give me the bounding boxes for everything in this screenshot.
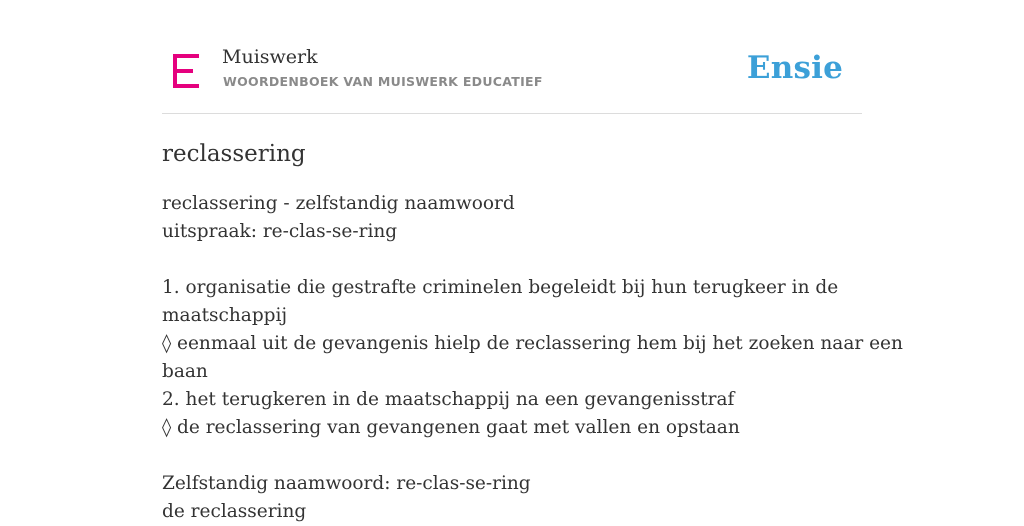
blank-line (162, 246, 862, 274)
definition-line: de reclassering (162, 501, 307, 522)
definition-line: uitspraak: re-clas-se-ring (162, 221, 398, 242)
definition-line: ◊ de reclassering van gevangenen gaat met vallen en opstaan (162, 417, 740, 438)
source-name[interactable]: Muiswerk (222, 46, 318, 68)
definition-line: 2. het terugkeren in de maatschappij na een gevangenisstraf (162, 389, 735, 410)
definition-line: Zelfstandig naamwoord: re-clas-se-ring (162, 473, 531, 494)
definition-line: reclassering - zelfstandig naamwoord (162, 193, 515, 214)
definition-line: ◊ eenmaal uit de gevangenis hielp de reclassering hem bij het zoeken naar een (162, 333, 903, 354)
ensie-brand-logo[interactable]: Ensie (746, 50, 843, 86)
muiswerk-logo-icon[interactable] (173, 54, 199, 88)
page (162, 0, 903, 526)
entry-title: reclassering (162, 141, 306, 167)
entry-definition (162, 190, 903, 526)
definition-line: 1. organisatie die gestrafte criminelen begeleidt bij hun terugkeer in de (162, 277, 839, 298)
definition-line: maatschappij (162, 305, 288, 326)
definition-line: baan (162, 361, 208, 382)
site-header (162, 0, 862, 114)
blank-line (162, 442, 862, 470)
source-description: WOORDENBOEK VAN MUISWERK EDUCATIEF (223, 74, 543, 89)
